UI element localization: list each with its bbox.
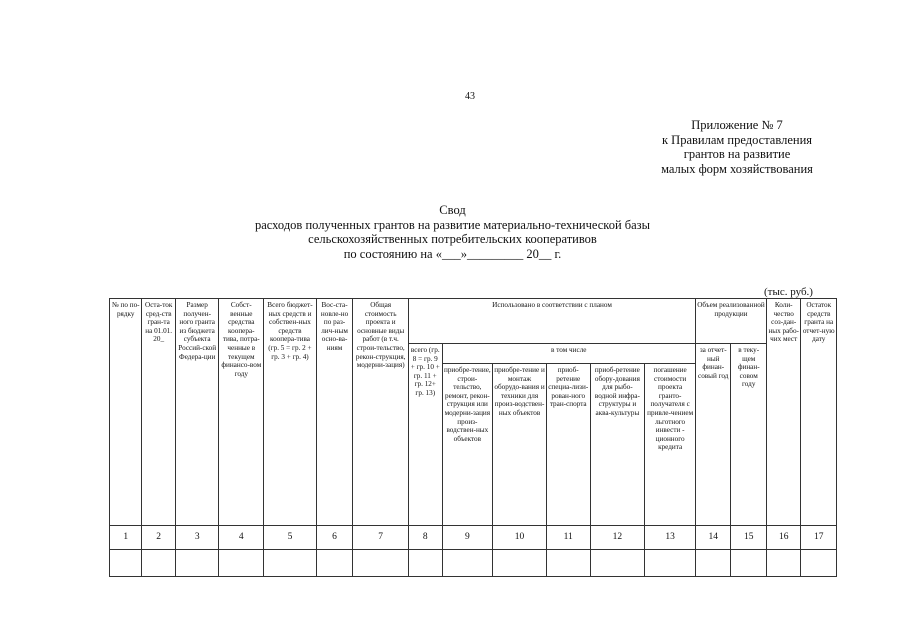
header-group-volume: Объем реализованной продукции xyxy=(696,299,767,344)
empty-cell xyxy=(801,550,837,577)
header-group-plan: Использовано в соответствии с планом xyxy=(409,299,696,344)
empty-cell xyxy=(493,550,547,577)
empty-cell xyxy=(316,550,352,577)
header-cell: Остаток средств гранта на отчет-ную дату xyxy=(801,299,837,526)
header-cell: Коли-чество соз-дан-ных рабо-чих мест xyxy=(766,299,800,526)
empty-cell xyxy=(645,550,696,577)
appendix-line-2: к Правилам предоставления xyxy=(661,132,813,147)
column-number: 6 xyxy=(316,526,352,550)
header-cell: приоб-ретение обору-дования для рыбо-водной инфра-структуры и аква-культуры xyxy=(590,364,645,526)
header-cell: за отчет-ный финан-совый год xyxy=(696,344,731,526)
empty-cell xyxy=(219,550,264,577)
column-number: 9 xyxy=(442,526,493,550)
empty-cell xyxy=(442,550,493,577)
title-line-4: по состоянию на «___»_________ 20__ г. xyxy=(343,246,562,261)
empty-cell xyxy=(546,550,590,577)
column-number: 14 xyxy=(696,526,731,550)
title-line-2: расходов полученных грантов на развитие материально-технической базы xyxy=(254,217,651,232)
appendix-block xyxy=(637,118,837,176)
empty-cell xyxy=(142,550,175,577)
header-cell: Оста-ток сред-ств гран-та на 01.01. 20_ xyxy=(142,299,175,526)
header-cell: погашение стоимости проекта гранто-получателя с привле-чением льготного инвести - ционного кредита xyxy=(645,364,696,526)
header-cell: Вос-ста-новле-но по раз-лич-ным осно-ва-ниям xyxy=(316,299,352,526)
column-number: 3 xyxy=(175,526,219,550)
column-number: 17 xyxy=(801,526,837,550)
empty-cell xyxy=(353,550,409,577)
empty-cell xyxy=(766,550,800,577)
empty-cell xyxy=(264,550,317,577)
column-number: 16 xyxy=(766,526,800,550)
header-subgroup-incl: в том числе xyxy=(442,344,696,364)
empty-cell xyxy=(696,550,731,577)
header-cell: Собст-венные средства коопера-тива, потра-ченные в текущем финансо-вом году xyxy=(219,299,264,526)
appendix-line-3: грантов на развитие xyxy=(683,147,791,161)
column-number: 2 xyxy=(142,526,175,550)
column-number: 10 xyxy=(493,526,547,550)
empty-cell xyxy=(731,550,766,577)
column-number: 4 xyxy=(219,526,264,550)
document-title xyxy=(0,203,905,261)
header-cell: всего (гр. 8 = гр. 9 + гр. 10 + гр. 11 + гр. 12+ гр. 13) xyxy=(409,344,442,526)
empty-cell xyxy=(110,550,142,577)
header-cell: Размер получен-ного гранта из бюджета субъекта Россий-ской Федера-ции xyxy=(175,299,219,526)
empty-cell xyxy=(175,550,219,577)
column-number: 12 xyxy=(590,526,645,550)
header-cell: в теку-щем финан-совом году xyxy=(731,344,766,526)
unit-label: (тыс. руб.) xyxy=(764,286,813,298)
title-line-1: Свод xyxy=(439,203,466,217)
column-number: 5 xyxy=(264,526,317,550)
header-cell: № по по-рядку xyxy=(110,299,142,526)
column-number: 1 xyxy=(110,526,142,550)
empty-cell xyxy=(590,550,645,577)
summary-table xyxy=(109,298,837,577)
title-line-3: сельскохозяйственных потребительских кооперативов xyxy=(308,232,597,246)
header-cell: Общая стоимость проекта и основные виды работ (в т.ч. строи-тельство, рекон-струкция, модерни-зация) xyxy=(353,299,409,526)
column-number: 11 xyxy=(546,526,590,550)
column-number: 13 xyxy=(645,526,696,550)
header-cell: приобре-тение, строи-тельство, ремонт, рекон-струкция или модерни-зация произ-водствен-ных объектов xyxy=(442,364,493,526)
column-number: 7 xyxy=(353,526,409,550)
appendix-line-1: Приложение № 7 xyxy=(691,118,783,132)
empty-cell xyxy=(409,550,442,577)
page-number: 43 xyxy=(465,91,475,102)
header-cell: приоб-ретение специа-лизи-рован-ного тран-спорта xyxy=(546,364,590,526)
appendix-line-4: малых форм хозяйствования xyxy=(661,161,813,176)
column-number: 8 xyxy=(409,526,442,550)
column-number: 15 xyxy=(731,526,766,550)
header-cell: приобре-тение и монтаж оборудо-вания и техники для произ-водствен-ных объектов xyxy=(493,364,547,526)
header-cell: Всего бюджет-ных средств и собствен-ных средств коопера-тива (гр. 5 = гр. 2 + гр. 3 + гр. 4) xyxy=(264,299,317,526)
